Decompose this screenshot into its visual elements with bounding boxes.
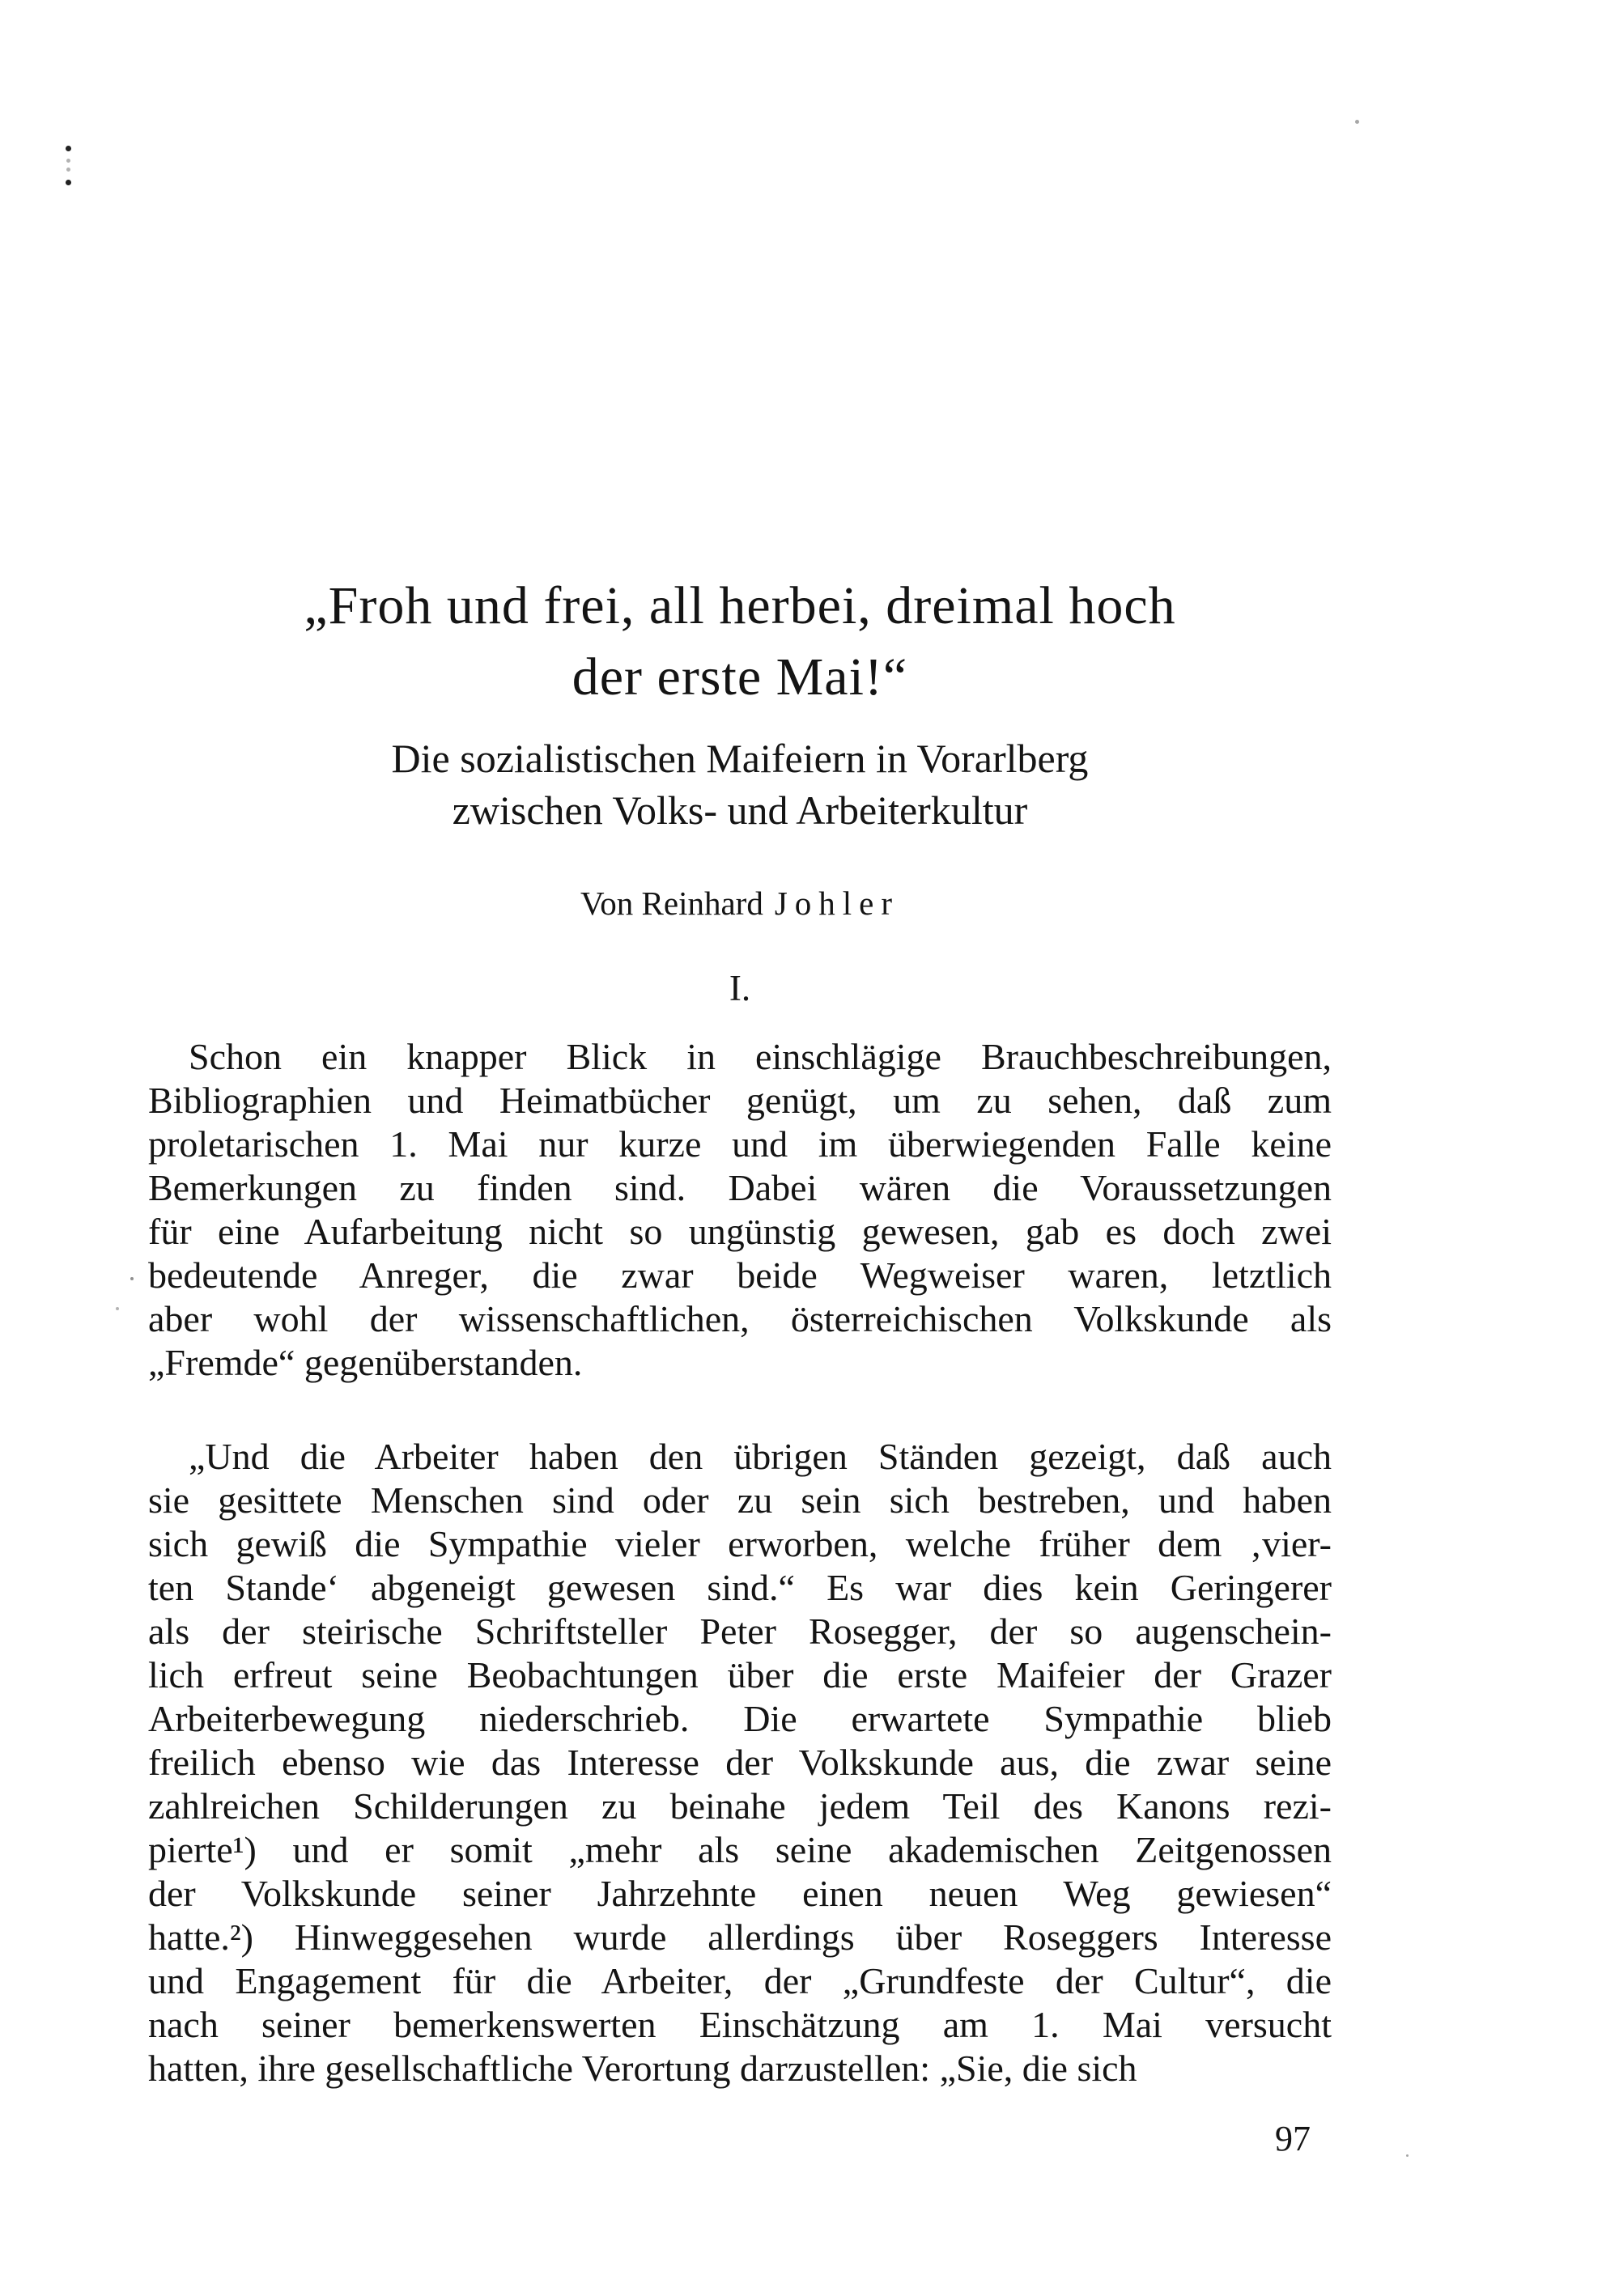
text-line: als der steirische Schriftsteller Peter Rosegger, der so augenschein- (148, 1611, 1332, 1652)
text-line: „Und die Arbeiter haben den übrigen Ständen gezeigt, daß auch (189, 1436, 1332, 1477)
text-line: und Engagement für die Arbeiter, der „Grundfeste der Cultur“, die (148, 1960, 1332, 2001)
text-line: „Fremde“ gegenüberstanden. (148, 1342, 583, 1383)
text-line: der Volkskunde seiner Jahrzehnte einen neuen Weg gewiesen“ (148, 1873, 1332, 1914)
page-number: 97 (1275, 2119, 1311, 2158)
subtitle-line-2: zwischen Volks- und Arbeiterkultur (452, 787, 1028, 833)
text-line: pierte¹) und er somit „mehr als seine akademischen Zeitgenossen (148, 1829, 1332, 1870)
text-line: bedeutende Anreger, die zwar beide Wegweiser waren, letztlich (148, 1254, 1332, 1296)
author-line (148, 883, 1332, 923)
text-line: für eine Aufarbeitung nicht so ungünstig gewesen, gab es doch zwei (148, 1211, 1332, 1252)
text-line: freilich ebenso wie das Interesse der Volkskunde aus, die zwar seine (148, 1742, 1332, 1783)
text-line: aber wohl der wissenschaftlichen, österreichischen Volkskunde als (148, 1298, 1332, 1339)
text-line: lich erfreut seine Beobachtungen über die erste Maifeier der Grazer (148, 1654, 1332, 1695)
text-line: Arbeiterbewegung niederschrieb. Die erwartete Sympathie blieb (148, 1698, 1332, 1739)
title-line-2: der erste Mai!“ (572, 647, 908, 707)
section-heading: I. (729, 968, 751, 1008)
text-line: nach seiner bemerkenswerten Einschätzung am 1. Mai versucht (148, 2004, 1332, 2045)
scan-artifact (1406, 2154, 1409, 2157)
subtitle-line-1: Die sozialistischen Maifeiern in Vorarlberg (391, 736, 1089, 781)
text-line: hatten, ihre gesellschaftliche Verortung darzustellen: „Sie, die sich (148, 2048, 1137, 2089)
paragraph (148, 1035, 1332, 1385)
article-title (148, 571, 1332, 713)
text-line: sie gesittete Menschen sind oder zu sein sich bestreben, und haben (148, 1479, 1332, 1521)
scan-artifact (66, 180, 71, 185)
author-name: Johler (774, 885, 900, 922)
text-line: Bibliographien und Heimatbücher genügt, um zu sehen, daß zum (148, 1080, 1332, 1121)
text-line: proletarischen 1. Mai nur kurze und im überwiegenden Falle keine (148, 1123, 1332, 1165)
text-line: ten Stande‘ abgeneigt gewesen sind.“ Es war dies kein Geringerer (148, 1567, 1332, 1608)
text-line: sich gewiß die Sympathie vieler erworben, welche früher dem ‚vier- (148, 1523, 1332, 1564)
scan-artifact (116, 1307, 119, 1310)
paragraph (148, 1435, 1332, 2090)
text-line: Bemerkungen zu finden sind. Dabei wären die Voraussetzungen (148, 1167, 1332, 1208)
scan-artifact (130, 1277, 134, 1280)
scan-artifact (66, 146, 71, 151)
text-line: zahlreichen Schilderungen zu beinahe jedem Teil des Kanons rezi- (148, 1785, 1332, 1827)
scan-artifact (66, 159, 70, 163)
title-line-1: „Froh und frei, all herbei, dreimal hoch (304, 576, 1176, 635)
body-paragraphs (148, 1035, 1332, 2090)
author-prefix: Von Reinhard (580, 885, 763, 922)
text-line: Schon ein knapper Blick in einschlägige Brauchbeschreibungen, (189, 1036, 1332, 1077)
text-line: hatte.²) Hinweggesehen wurde allerdings über Roseggers Interesse (148, 1916, 1332, 1958)
scan-artifact (1355, 120, 1359, 124)
article-subtitle (148, 732, 1332, 836)
scan-artifact (66, 168, 70, 172)
text-block (148, 571, 1332, 2090)
